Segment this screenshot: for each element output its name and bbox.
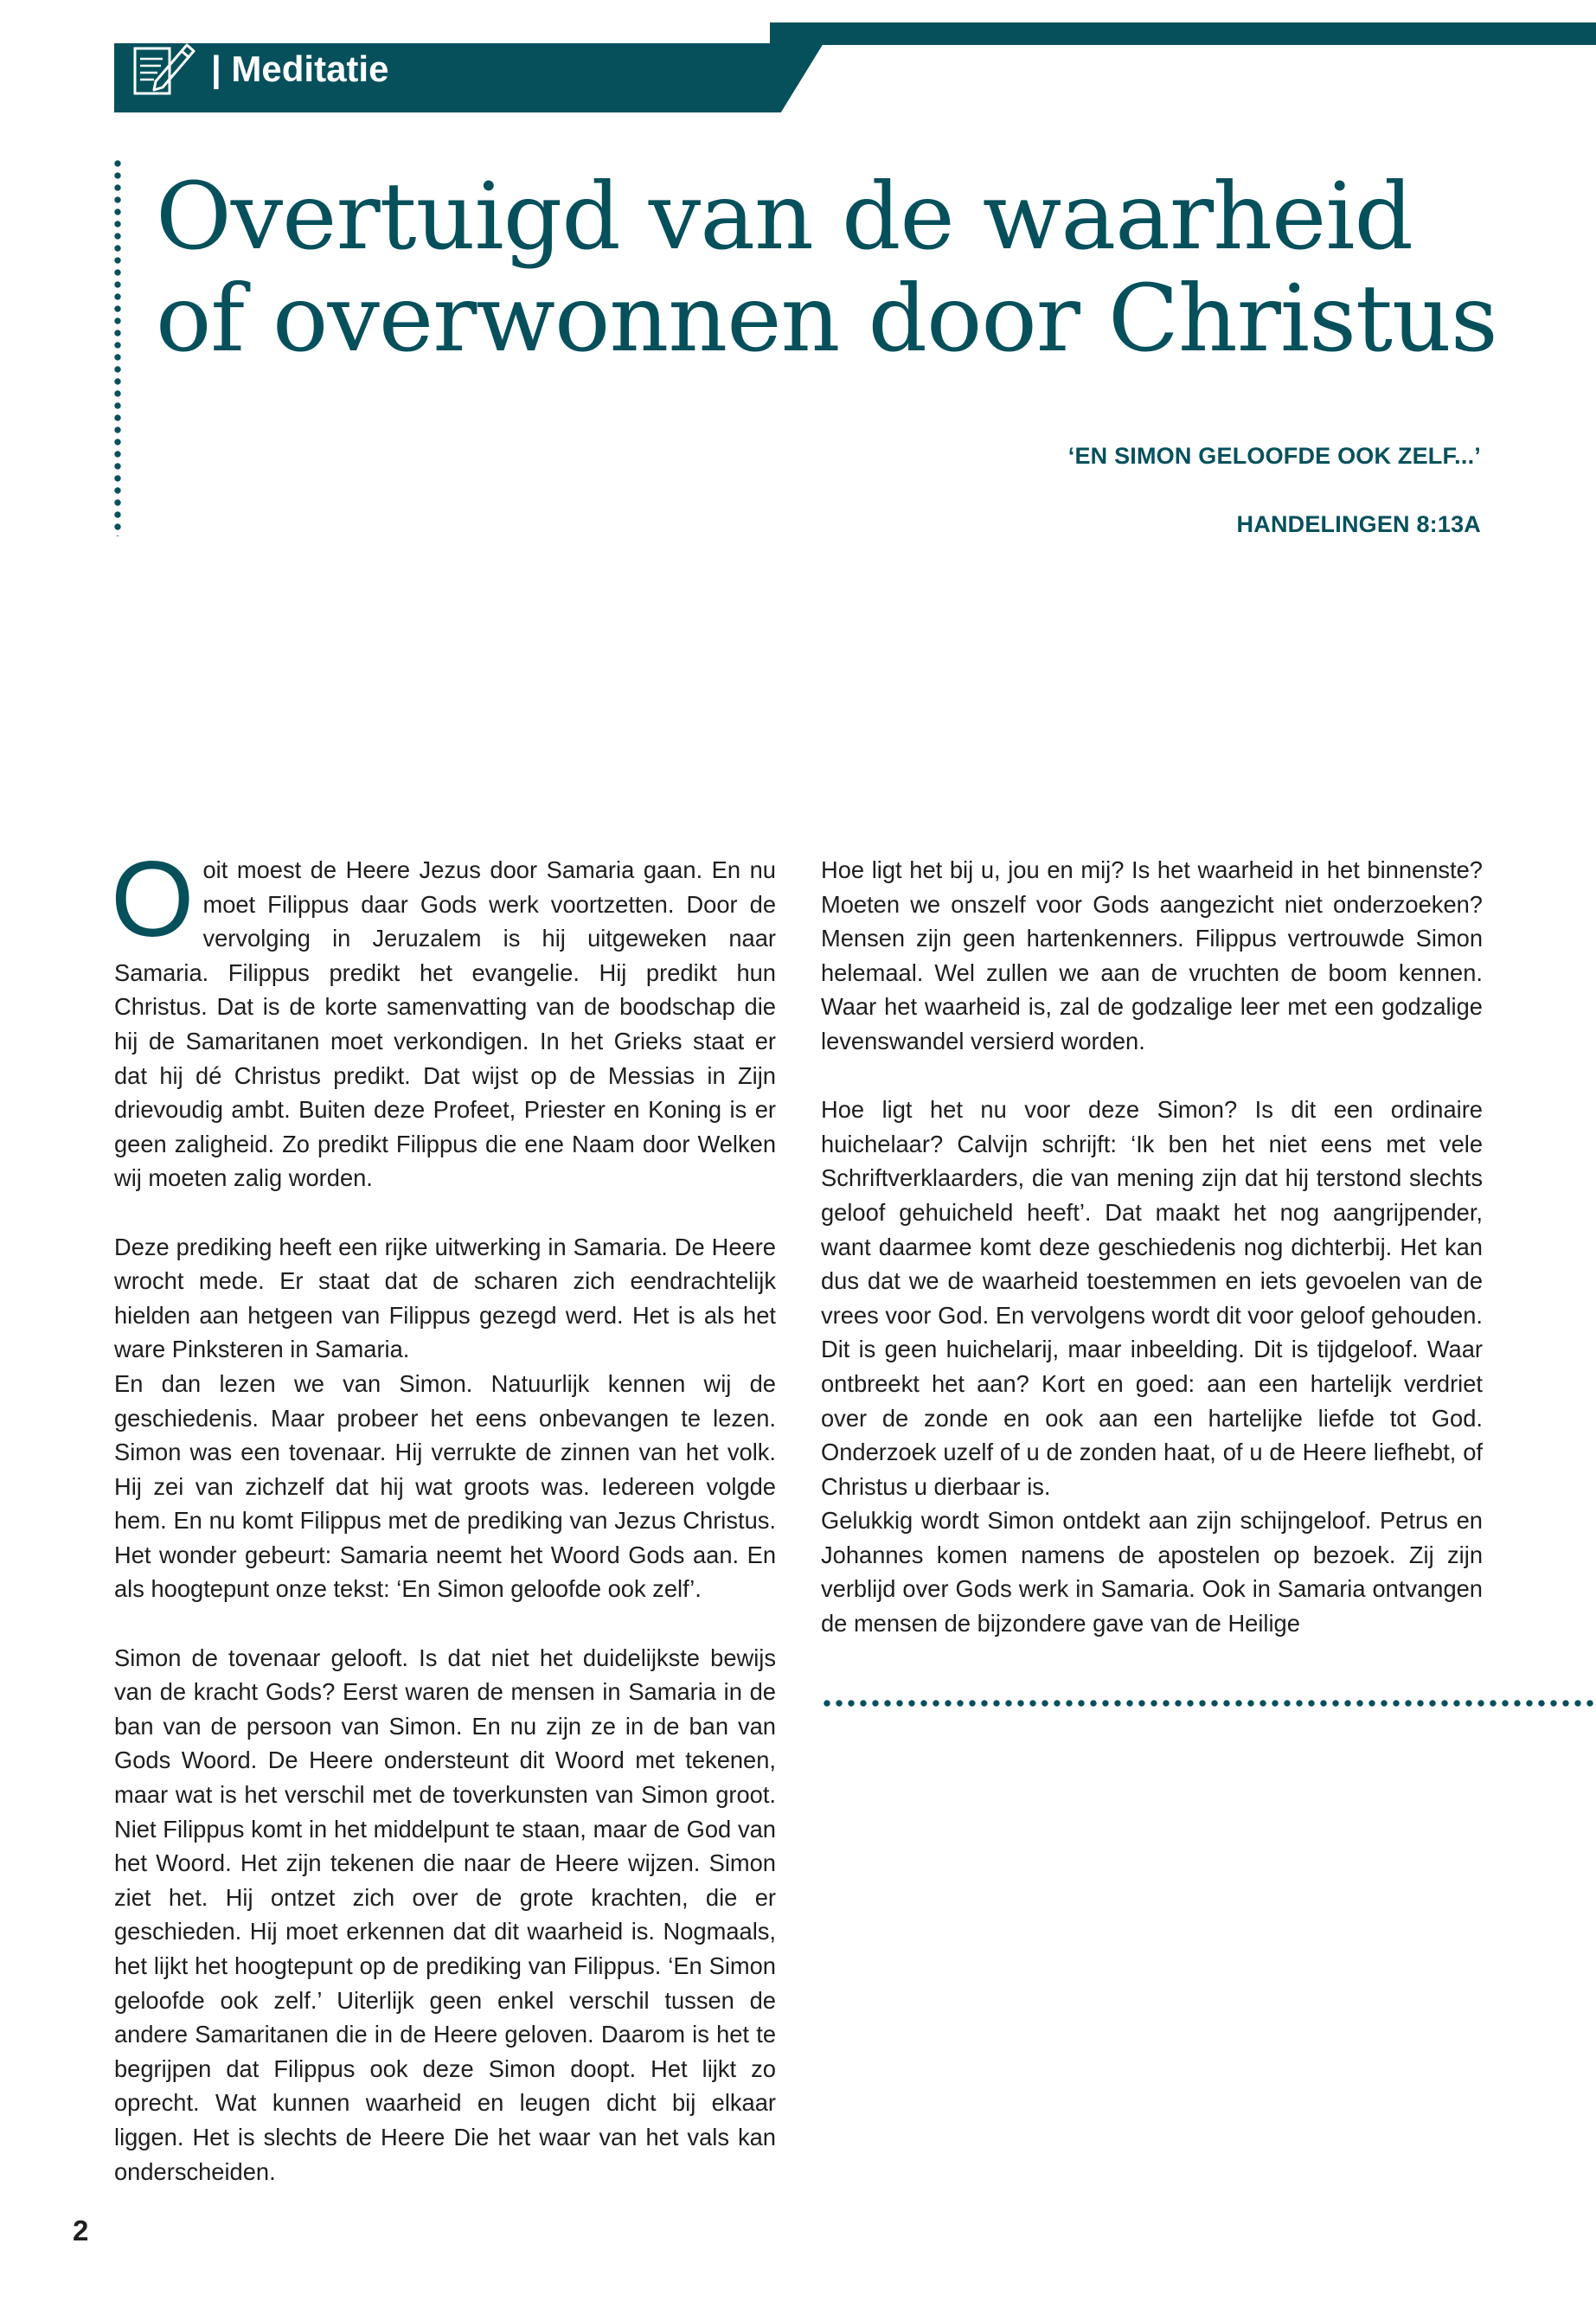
paragraph: Hoe ligt het bij u, jou en mij? Is het waarheid in het binnenste? Moeten we onszelf voor Gods aangezicht niet onderzoeken? Mensen zijn geen hartenkenners. Filippus vertrouwde Simon helemaal. Wel zullen we aan de vruchten de boom kennen. Waar het waarheid is, zal de godzalige leer met een godzalige levenswandel versierd worden. — [821, 856, 1483, 1054]
page-number: 2 — [73, 2214, 89, 2247]
pen-and-paper-icon — [130, 36, 199, 100]
header-rule — [770, 22, 1596, 45]
article-title-line-1: Overtuigd van de waarheid — [156, 163, 1413, 271]
dotted-divider-vertical — [113, 157, 122, 536]
article-title — [156, 163, 1557, 373]
epigraph-reference: HANDELINGEN 8:13A — [1236, 511, 1481, 537]
paragraph: En dan lezen we van Simon. Natuurlijk kennen wij de geschiedenis. Maar probeer het eens onbevangen te lezen. Simon was een tovenaar. Hij verrukte de zinnen van het volk. Hij zei van zichzelf dat hij wat groots was. Iedereen volgde hem. En nu komt Filippus met de prediking van Jezus Christus. Het wonder gebeurt: Samaria neemt het Woord Gods aan. En als hoogtepunt onze tekst: ‘En Simon geloofde ook zelf’. — [114, 1369, 776, 1603]
paragraph — [111, 840, 776, 1195]
section-label: | Meditatie — [211, 48, 389, 89]
paragraph-text: oit moest de Heere Jezus door Samaria gaan. En nu moet Filippus daar Gods werk voortzetten. Door de vervolging in Jeruzalem is hij uitgeweken naar Samaria. Filippus predikt het evangelie. Hij predikt hun Christus. Dat is de korte samenvatting van de boodschap die hij de Samaritanen moet verkondigen. In het Grieks staat er dat hij dé Christus predikt. Dat wijst op de Messias in Zijn drievoudig ambt. Buiten deze Profeet, Priester en Koning is er geen zaligheid. Zo predikt Filippus die ene Naam door Welken wij moeten zalig worden. — [114, 856, 776, 1192]
article-title-line-2: of overwonnen door Christus — [156, 266, 1497, 373]
dotted-divider-horizontal — [821, 1699, 1596, 1708]
drop-cap: O — [111, 840, 195, 959]
paragraph: Deze prediking heeft een rijke uitwerking in Samaria. De Heere wrocht mede. Er staat dat de scharen zich eendrachtelijk hielden aan hetgeen van Filippus gezegd werd. Het is als het ware Pinksteren in Samaria. — [114, 1233, 776, 1363]
epigraph-quote: ‘EN SIMON GELOOFDE OOK ZELF...’ — [1067, 443, 1481, 469]
paragraph: Hoe ligt het nu voor deze Simon? Is dit een ordinaire huichelaar? Calvijn schrijft: ‘Ik ben het niet eens met vele Schriftverklaarders, die van mening zijn dat hij terstond slechts geloof gehuicheld heeft’. Dat maakt het nog aangrijpender, want daarmee komt deze geschiedenis nog dichterbij. Het kan dus dat we de waarheid toestemmen en iets gevoelen van de vrees voor God. En vervolgens wordt dit voor geloof gehouden. Dit is geen huichelarij, maar inbeelding. Dit is tijdgeloof. Waar ontbreekt het aan? Kort en goed: aan een hartelijk verdriet over de zonde en ook aan een hartelijke liefde tot God. Onderzoek uzelf of u de zonden haat, of u de Heere liefhebt, of Christus u dierbaar is. — [821, 1096, 1483, 1500]
body-column-left — [111, 840, 776, 2223]
paragraph: Gelukkig wordt Simon ontdekt aan zijn schijngeloof. Petrus en Johannes komen namens de apostelen op bezoek. Zij zijn verblijd over Gods werk in Samaria. Ook in Samaria ontvangen de mensen de bijzondere gave van de Heilige — [821, 1507, 1483, 1638]
body-column-right — [821, 853, 1483, 1675]
paragraph: Simon de tovenaar gelooft. Is dat niet het duidelijkste bewijs van de kracht Gods? Eerst waren de mensen in Samaria in de ban van de persoon van Simon. En nu zijn ze in de ban van Gods Woord. De Heere ondersteunt dit Woord met tekenen, maar wat is het verschil met de toverkunsten van Simon groot. Niet Filippus komt in het middelpunt te staan, maar de God van het Woord. Het zijn tekenen die naar de Heere wijzen. Simon ziet het. Hij ontzet zich over de grote krachten, die er geschieden. Hij moet erkennen dat dit waarheid is. Nogmaals, het lijkt het hoogtepunt op de prediking van Filippus. ‘En Simon geloofde ook zelf.’ Uiterlijk geen enkel verschil tussen de andere Samaritanen die in de Heere geloven. Daarom is het te begrijpen dat Filippus ook deze Simon doopt. Het lijkt zo oprecht. Wat kunnen waarheid en leugen dicht bij elkaar liggen. Het is slechts de Heere Die het waar van het vals kan onderscheiden. — [114, 1644, 776, 2185]
